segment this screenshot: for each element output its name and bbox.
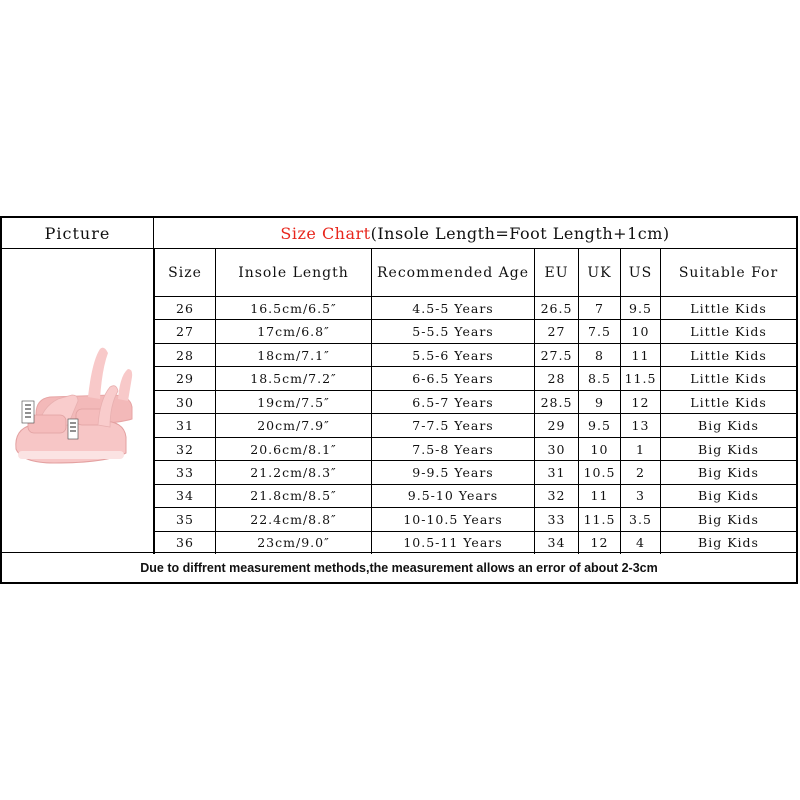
table-row <box>155 531 797 554</box>
insole-cell: 18cm/7.1″ <box>216 343 372 366</box>
us-cell: 10 <box>621 320 661 343</box>
col-size: Size <box>155 249 216 297</box>
suitable-cell: Little Kids <box>661 320 797 343</box>
size-cell: 36 <box>155 531 216 554</box>
eu-cell: 34 <box>535 531 579 554</box>
suitable-cell: Little Kids <box>661 297 797 320</box>
age-cell: 6.5-7 Years <box>372 390 535 413</box>
size-cell: 30 <box>155 390 216 413</box>
insole-cell: 21.8cm/8.5″ <box>216 484 372 507</box>
suitable-cell: Big Kids <box>661 484 797 507</box>
eu-cell: 29 <box>535 414 579 437</box>
col-insole-length: Insole Length <box>216 249 372 297</box>
eu-cell: 32 <box>535 484 579 507</box>
age-cell: 7.5-8 Years <box>372 437 535 460</box>
insole-cell: 18.5cm/7.2″ <box>216 367 372 390</box>
uk-cell: 12 <box>579 531 621 554</box>
suitable-cell: Big Kids <box>661 414 797 437</box>
col-suitable-for: Suitable For <box>661 249 797 297</box>
size-cell: 34 <box>155 484 216 507</box>
us-cell: 11 <box>621 343 661 366</box>
table-row <box>155 297 797 320</box>
age-cell: 5-5.5 Years <box>372 320 535 343</box>
table-row <box>155 343 797 366</box>
table-row <box>155 414 797 437</box>
us-cell: 13 <box>621 414 661 437</box>
suitable-cell: Little Kids <box>661 367 797 390</box>
size-cell: 26 <box>155 297 216 320</box>
chart-title <box>154 218 796 248</box>
uk-cell: 10 <box>579 437 621 460</box>
insole-cell: 20cm/7.9″ <box>216 414 372 437</box>
age-cell: 10.5-11 Years <box>372 531 535 554</box>
size-cell: 33 <box>155 461 216 484</box>
col-uk: UK <box>579 249 621 297</box>
size-table <box>154 249 796 554</box>
eu-cell: 30 <box>535 437 579 460</box>
header-row <box>2 218 796 249</box>
insole-cell: 21.2cm/8.3″ <box>216 461 372 484</box>
age-cell: 6-6.5 Years <box>372 367 535 390</box>
title-rest: (Insole Length=Foot Length+1cm) <box>370 223 670 243</box>
eu-cell: 28.5 <box>535 390 579 413</box>
insole-cell: 17cm/6.8″ <box>216 320 372 343</box>
suitable-cell: Little Kids <box>661 390 797 413</box>
us-cell: 1 <box>621 437 661 460</box>
eu-cell: 33 <box>535 508 579 531</box>
eu-cell: 31 <box>535 461 579 484</box>
measurement-note: Due to diffrent measurement methods,the measurement allows an error of about 2-3cm <box>2 552 796 582</box>
size-cell: 29 <box>155 367 216 390</box>
uk-cell: 9 <box>579 390 621 413</box>
suitable-cell: Big Kids <box>661 508 797 531</box>
age-cell: 4.5-5 Years <box>372 297 535 320</box>
title-highlight: Size Chart <box>280 223 371 243</box>
insole-cell: 19cm/7.5″ <box>216 390 372 413</box>
uk-cell: 10.5 <box>579 461 621 484</box>
sandal-front <box>16 386 126 463</box>
us-cell: 4 <box>621 531 661 554</box>
size-cell: 27 <box>155 320 216 343</box>
uk-cell: 7 <box>579 297 621 320</box>
age-cell: 5.5-6 Years <box>372 343 535 366</box>
pink-sandal-image <box>2 249 152 554</box>
us-cell: 2 <box>621 461 661 484</box>
suitable-cell: Big Kids <box>661 461 797 484</box>
uk-cell: 8 <box>579 343 621 366</box>
col-eu: EU <box>535 249 579 297</box>
age-cell: 10-10.5 Years <box>372 508 535 531</box>
insole-cell: 23cm/9.0″ <box>216 531 372 554</box>
table-row <box>155 320 797 343</box>
eu-cell: 26.5 <box>535 297 579 320</box>
uk-cell: 7.5 <box>579 320 621 343</box>
eu-cell: 27.5 <box>535 343 579 366</box>
size-cell: 28 <box>155 343 216 366</box>
col-recommended-age: Recommended Age <box>372 249 535 297</box>
age-cell: 7-7.5 Years <box>372 414 535 437</box>
insole-cell: 22.4cm/8.8″ <box>216 508 372 531</box>
size-cell: 35 <box>155 508 216 531</box>
us-cell: 11.5 <box>621 367 661 390</box>
us-cell: 12 <box>621 390 661 413</box>
column-header-row <box>155 249 797 297</box>
table-row <box>155 508 797 531</box>
us-cell: 3 <box>621 484 661 507</box>
size-chart-table <box>0 216 798 584</box>
age-cell: 9-9.5 Years <box>372 461 535 484</box>
uk-cell: 8.5 <box>579 367 621 390</box>
insole-cell: 16.5cm/6.5″ <box>216 297 372 320</box>
col-us: US <box>621 249 661 297</box>
suitable-cell: Big Kids <box>661 437 797 460</box>
table-row <box>155 461 797 484</box>
size-grid <box>154 249 796 554</box>
suitable-cell: Big Kids <box>661 531 797 554</box>
size-cell: 32 <box>155 437 216 460</box>
eu-cell: 27 <box>535 320 579 343</box>
table-row <box>155 484 797 507</box>
table-row <box>155 367 797 390</box>
picture-header: Picture <box>2 218 154 248</box>
size-cell: 31 <box>155 414 216 437</box>
table-row <box>155 437 797 460</box>
us-cell: 9.5 <box>621 297 661 320</box>
eu-cell: 28 <box>535 367 579 390</box>
uk-cell: 9.5 <box>579 414 621 437</box>
us-cell: 3.5 <box>621 508 661 531</box>
suitable-cell: Little Kids <box>661 343 797 366</box>
age-cell: 9.5-10 Years <box>372 484 535 507</box>
product-picture-cell <box>2 249 154 554</box>
uk-cell: 11.5 <box>579 508 621 531</box>
insole-cell: 20.6cm/8.1″ <box>216 437 372 460</box>
table-row <box>155 390 797 413</box>
uk-cell: 11 <box>579 484 621 507</box>
